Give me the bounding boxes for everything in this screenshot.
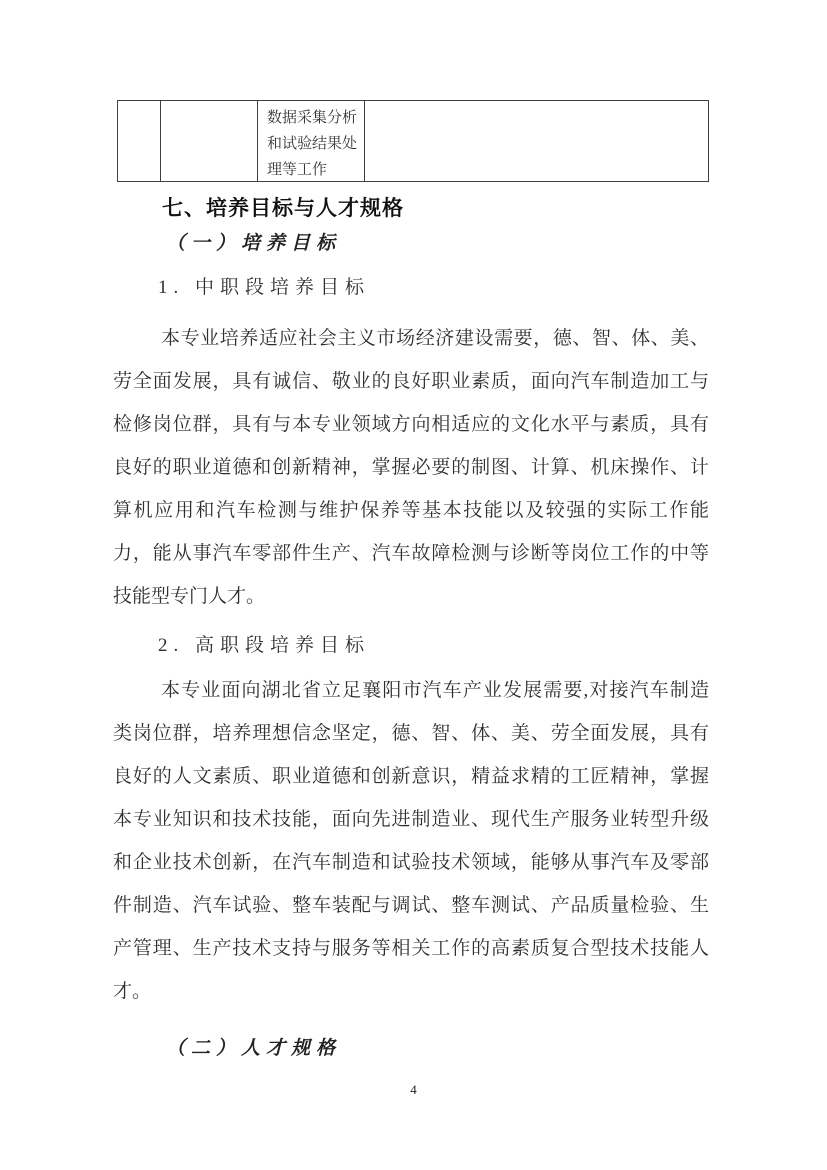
table-fragment [117, 100, 709, 182]
subsection-heading-training-goals: （一）培养目标 [166, 233, 342, 254]
paragraph-line: 技能型专门人才。 [113, 586, 266, 607]
paragraph-line: 和企业技术创新，在汽车制造和试验技术领域，能够从事汽车及零部 [113, 852, 709, 873]
item-heading-higher-stage: 2. 高职段培养目标 [158, 635, 371, 656]
paragraph-line: 检修岗位群，具有与本专业领域方向相适应的文化水平与素质，具有 [113, 414, 709, 435]
paragraph-line: 本专业培养适应社会主义市场经济建设需要，德、智、体、美、 [161, 328, 709, 349]
paragraph-line: 力，能从事汽车零部件生产、汽车故障检测与诊断等岗位工作的中等 [113, 543, 709, 564]
paragraph-line: 良好的职业道德和创新精神，掌握必要的制图、计算、机床操作、计 [113, 457, 709, 478]
paragraph-line: 算机应用和汽车检测与维护保养等基本技能以及较强的实际工作能 [113, 500, 709, 521]
table-cell-empty-3 [365, 101, 708, 181]
item-heading-secondary-stage: 1. 中职段培养目标 [158, 277, 371, 298]
table-cell-empty-2 [161, 101, 258, 181]
paragraph-higher-stage [113, 669, 709, 1013]
paragraph-line: 产管理、生产技术支持与服务等相关工作的高素质复合型技术技能人 [113, 938, 709, 959]
page-number: 4 [410, 1082, 417, 1097]
table-cell-text-line: 数据采集分析 [267, 110, 358, 126]
subsection-heading-talent-specs: （二）人才规格 [166, 1038, 342, 1059]
table-cell-text-line: 和试验结果处 [267, 136, 358, 152]
table-cell-task-text [258, 101, 365, 181]
paragraph-secondary-stage [113, 317, 709, 618]
paragraph-line: 才。 [113, 981, 152, 1002]
paragraph-line: 件制造、汽车试验、整车装配与调试、整车测试、产品质量检验、生 [113, 895, 709, 916]
paragraph-line: 良好的人文素质、职业道德和创新意识，精益求精的工匠精神，掌握 [113, 766, 709, 787]
table-cell-empty-1 [118, 101, 161, 181]
paragraph-line: 本专业知识和技术技能，面向先进制造业、现代生产服务业转型升级 [113, 809, 709, 830]
paragraph-line: 类岗位群，培养理想信念坚定，德、智、体、美、劳全面发展，具有 [113, 723, 709, 744]
section-heading: 七、培养目标与人才规格 [162, 197, 404, 220]
paragraph-line: 劳全面发展，具有诚信、敬业的良好职业素质，面向汽车制造加工与 [113, 371, 709, 392]
paragraph-line: 本专业面向湖北省立足襄阳市汽车产业发展需要,对接汽车制造 [161, 680, 709, 701]
table-cell-text-line: 理等工作 [267, 162, 328, 178]
